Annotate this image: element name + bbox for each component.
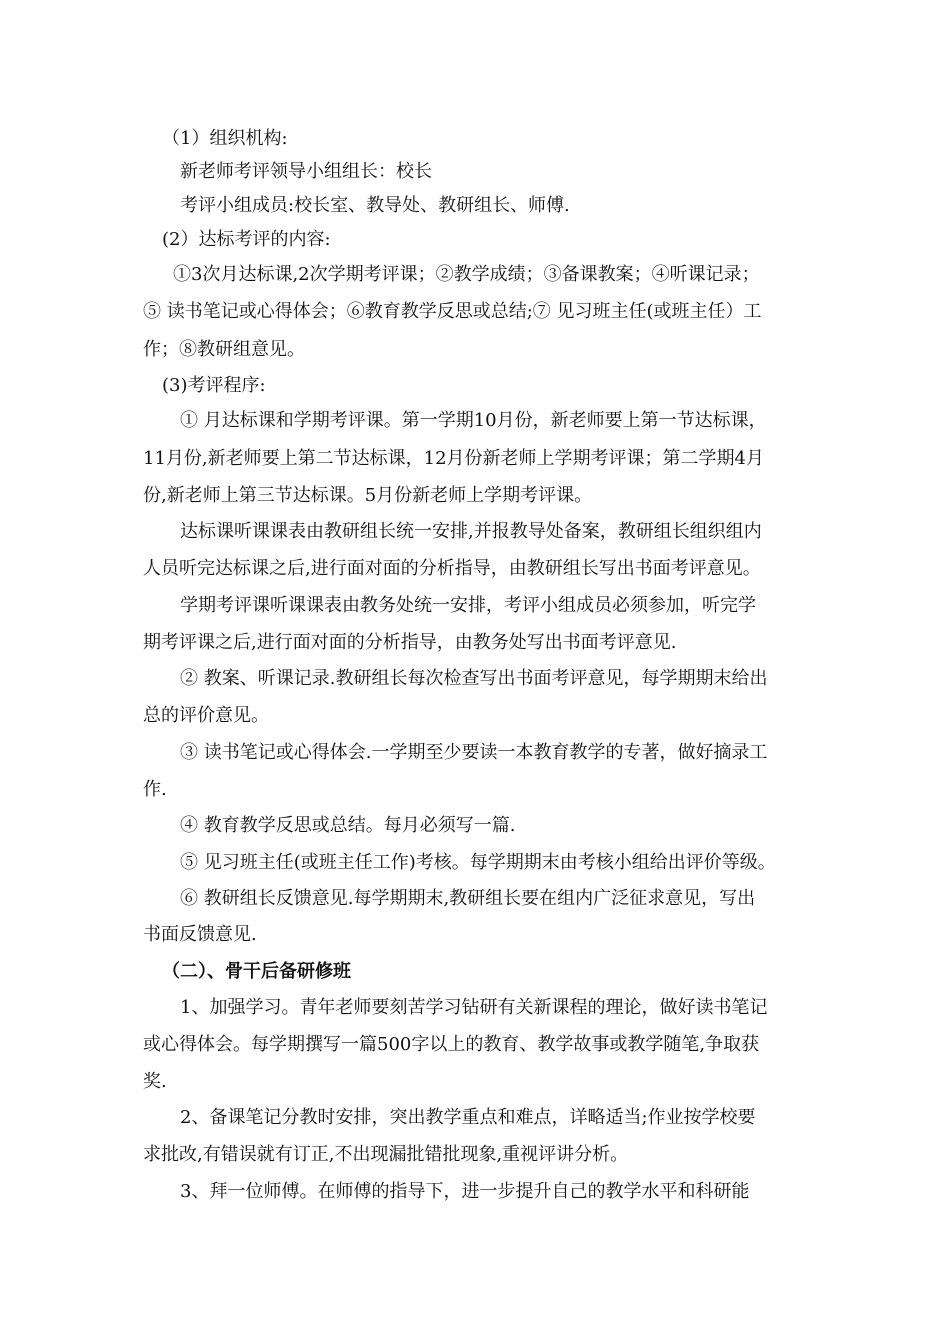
paragraph-line: 学期考评课听课课表由教务处统一安排，考评小组成员必须参加，听完学: [180, 595, 756, 616]
paragraph-line: 1、加强学习。青年老师要刻苦学习钻研有关新课程的理论，做好读书笔记: [180, 997, 768, 1018]
paragraph-line: 考评小组成员:校长室、教导处、教研组长、师傅.: [180, 195, 570, 216]
paragraph-line: 奖.: [143, 1071, 167, 1092]
paragraph-line: 总的评价意见。: [143, 705, 269, 726]
paragraph-line: 或心得体会。每学期撰写一篇500字以上的教育、教学故事或教学随笔,争取获: [143, 1034, 760, 1055]
paragraph-line: 新老师考评领导小组组长：校长: [180, 161, 432, 182]
paragraph-line: 书面反馈意见.: [143, 924, 257, 945]
paragraph-line: ② 教案、听课记录.教研组长每次检查写出书面考评意见，每学期期末给出: [180, 668, 768, 689]
paragraph-line: 期考评课之后,进行面对面的分析指导，由教务处写出书面考评意见.: [143, 632, 677, 653]
paragraph-line: ④ 教育教学反思或总结。每月必须写一篇.: [180, 815, 516, 836]
paragraph-line: 人员听完达标课之后,进行面对面的分析指导，由教研组长写出书面考评意见。: [143, 558, 761, 579]
section-heading-backbone-training: （二）、骨干后备研修班: [162, 961, 351, 982]
paragraph-line: 3、拜一位师傅。在师傅的指导下，进一步提升自己的教学水平和科研能: [180, 1181, 750, 1202]
paragraph-line: ① 月达标课和学期考评课。第一学期10月份，新老师要上第一节达标课，: [180, 410, 767, 431]
paragraph-line: 份,新老师上第三节达标课。5月份新老师上学期考评课。: [143, 485, 593, 506]
paragraph-line: ⑤ 读书笔记或心得体会；⑥教育教学反思或总结;⑦ 见习班主任(或班主任）工: [143, 301, 762, 322]
paragraph-line: ①3次月达标课,2次学期考评课；②教学成绩；③备课教案；④听课记录；: [173, 264, 760, 285]
paragraph-line: 作.: [143, 779, 167, 800]
paragraph-line: 作；⑧教研组意见。: [143, 339, 305, 360]
section-heading-procedure: (3)考评程序:: [162, 375, 266, 396]
paragraph-line: 2、备课笔记分教时安排，突出教学重点和难点，详略适当;作业按学校要: [180, 1107, 756, 1128]
section-heading-organization: （1）组织机构:: [162, 128, 288, 149]
paragraph-line: ③ 读书笔记或心得体会.一学期至少要读一本教育教学的专著，做好摘录工: [180, 742, 768, 763]
paragraph-line: 11月份,新老师要上第二节达标课，12月份新老师上学期考评课；第二学期4月: [143, 448, 764, 469]
paragraph-line: 达标课听课课表由教研组长统一安排,并报教导处备案，教研组长组织组内: [180, 521, 762, 542]
section-heading-content: (2）达标考评的内容:: [162, 229, 331, 250]
paragraph-line: ⑥ 教研组长反馈意见.每学期期末,教研组长要在组内广泛征求意见，写出: [180, 888, 756, 909]
paragraph-line: 求批改,有错误就有订正,不出现漏批错批现象,重视评讲分析。: [143, 1144, 629, 1165]
paragraph-line: ⑤ 见习班主任(或班主任工作)考核。每学期期末由考核小组给出评价等级。: [180, 852, 776, 873]
